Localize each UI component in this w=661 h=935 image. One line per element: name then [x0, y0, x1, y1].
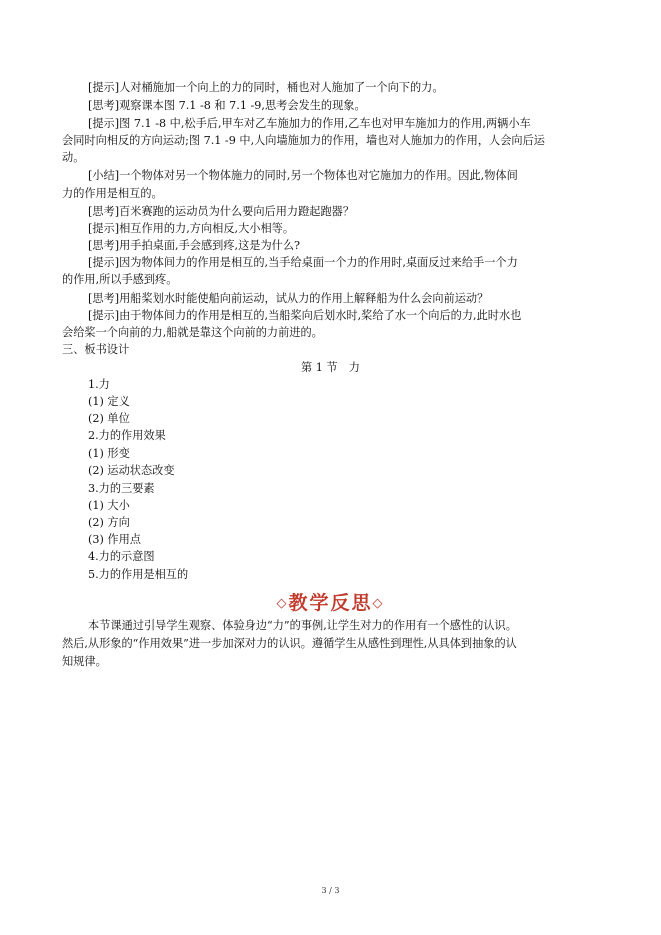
outline-item: 5.力的作用是相互的: [88, 568, 189, 581]
text-line: [思考]用船桨划水时能使船向前运动，试从力的作用上解释船为什么会向前运动？: [88, 292, 489, 305]
outline-item: (1) 形变: [88, 447, 130, 460]
reflection-title: [0, 590, 661, 617]
section-heading: 三、板书设计: [62, 343, 130, 356]
text-line: 本节课通过引导学生观察、体验身边“力”的事例,让学生对力的作用有一个感性的认识。: [88, 619, 517, 632]
outline-item: 1.力: [88, 378, 110, 391]
text-line: [提示]图 7.1 -8 中,松手后,甲车对乙车施加力的作用,乙车也对甲车施加力的作用,两辆小车: [88, 117, 531, 130]
text-line: 会给桨一个向前的力,船就是靠这个向前的力前进的。: [62, 326, 323, 339]
outline-item: 2.力的作用效果: [88, 429, 166, 442]
text-line: [思考]观察课本图 7.1 -8 和 7.1 -9,思考会发生的现象。: [88, 99, 366, 112]
reflection-title-text: 教学反思: [288, 592, 373, 614]
diamond-right-icon: ◇: [372, 596, 385, 611]
text-line: [小结]一个物体对另一个物体施力的同时,另一个物体也对它施加力的作用。因此,物体间: [88, 169, 518, 182]
text-line: [思考]用手拍桌面,手会感到疼,这是为什么?: [88, 239, 301, 252]
outline-item: (2) 单位: [88, 412, 130, 425]
board-title: 第 1 节 力: [301, 361, 360, 374]
outline-item: 3.力的三要素: [88, 482, 155, 495]
text-line: [提示]人对桶施加一个向上的力的同时，桶也对人施加了一个向下的力。: [88, 81, 444, 94]
outline-item: (1) 大小: [88, 499, 130, 512]
text-line: 动。: [62, 151, 85, 164]
text-line: 力的作用是相互的。: [62, 187, 163, 200]
text-line: 然后,从形象的“作用效果”进一步加深对力的认识。遵循学生从感性到理性,从具体到抽象的认: [62, 637, 517, 650]
page-number: 3 / 3: [321, 886, 340, 895]
text-line: 的作用,所以手感到疼。: [62, 273, 178, 286]
outline-item: (1) 定义: [88, 395, 130, 408]
outline-item: 4.力的示意图: [88, 550, 155, 563]
text-line: [提示]相互作用的力,方向相反,大小相等。: [88, 222, 295, 235]
diamond-left-icon: ◇: [276, 596, 289, 611]
text-line: [提示]因为物体间力的作用是相互的,当手给桌面一个力的作用时,桌面反过来给手一个力: [88, 256, 518, 269]
text-line: 知规律。: [62, 655, 107, 668]
outline-item: (3) 作用点: [88, 533, 141, 546]
text-line: [提示]由于物体间力的作用是相互的,当船桨向后划水时,桨给了水一个向后的力,此时水也: [88, 309, 522, 322]
text-line: [思考]百米赛跑的运动员为什么要向后用力蹬起跑器？: [88, 205, 355, 218]
outline-item: (2) 运动状态改变: [88, 464, 175, 477]
outline-item: (2) 方向: [88, 516, 130, 529]
text-line: 会同时向相反的方向运动;图 7.1 -9 中,人向墙施加力的作用，墙也对人施加力的作用，人会向后运: [62, 134, 545, 147]
